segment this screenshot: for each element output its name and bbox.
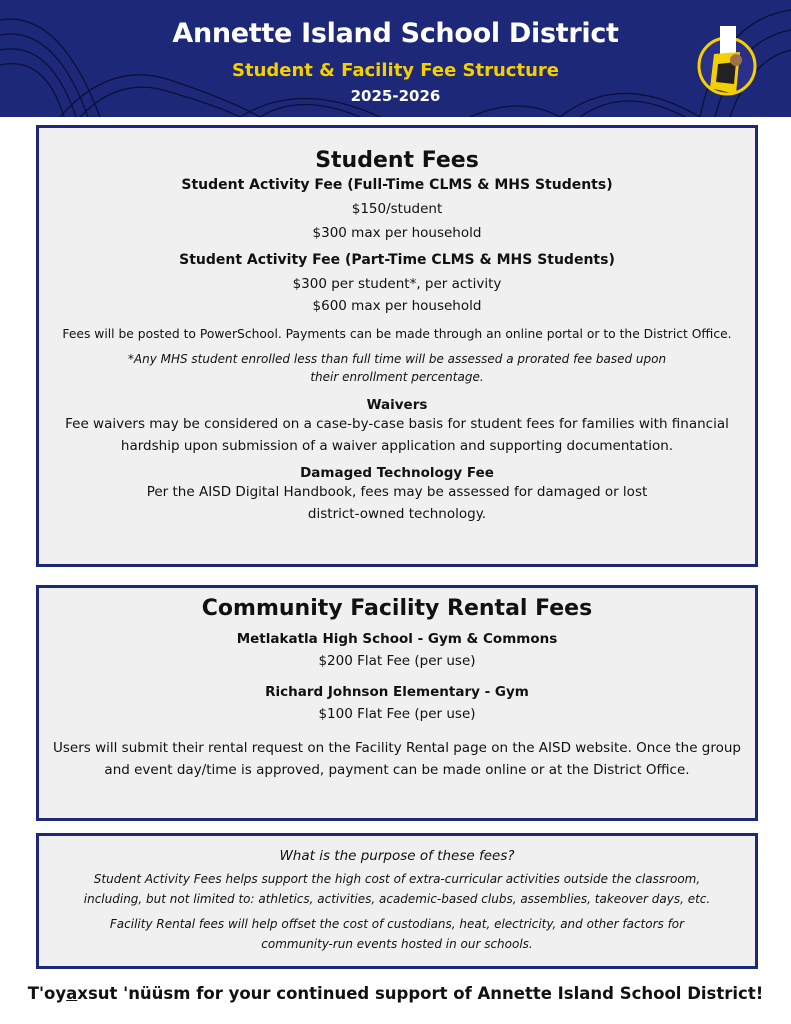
student-fees-section	[36, 125, 758, 567]
waivers-line-2: hardship upon submission of a waiver application and supporting documentation.	[120, 438, 674, 454]
mhs-fee: $200 Flat Fee (per use)	[318, 653, 476, 669]
footer-text-1: T'oy	[27, 984, 67, 1003]
parttime-max: $600 max per household	[312, 298, 482, 314]
purpose-question: What is the purpose of these fees?	[279, 848, 515, 864]
purpose-p1b: including, but not limited to: athletics, activities, academic-based clubs, assemblies, takeover days, etc.	[83, 892, 711, 906]
damaged-line-1: Per the AISD Digital Handbook, fees may be assessed for damaged or lost	[146, 484, 648, 500]
header-banner	[0, 0, 791, 117]
fulltime-heading: Student Activity Fee (Full-Time CLMS & MHS Students)	[181, 177, 613, 193]
rje-heading: Richard Johnson Elementary - Gym	[265, 684, 529, 700]
footer-text-underlined: a	[66, 984, 78, 1003]
damaged-line-2: district-owned technology.	[307, 506, 487, 522]
section-title: Student Fees	[315, 148, 479, 173]
purpose-p1a: Student Activity Fees helps support the high cost of extra-curricular activities outside the classroom,	[93, 872, 701, 886]
purpose-p2b: community-run events hosted in our schools.	[261, 937, 533, 951]
fulltime-max: $300 max per household	[312, 225, 482, 241]
document-subtitle: Student & Facility Fee Structure	[232, 60, 559, 81]
footer-text-2: xsut 'nüüsm for your continued support of Annette Island School District!	[77, 984, 764, 1003]
section-title: Community Facility Rental Fees	[201, 596, 593, 621]
asterisk-note-2: their enrollment percentage.	[310, 370, 484, 384]
damaged-heading: Damaged Technology Fee	[300, 465, 494, 481]
parttime-fee: $300 per student*, per activity	[292, 276, 502, 292]
purpose-section	[36, 833, 758, 969]
purpose-p2a: Facility Rental fees will help offset the cost of custodians, heat, electricity, and other factors for	[109, 917, 685, 931]
district-title: Annette Island School District	[172, 18, 619, 49]
waivers-heading: Waivers	[366, 397, 428, 413]
thank-you-footer	[0, 984, 791, 1003]
rental-note-2: and event day/time is approved, payment can be made online or at the District Office.	[104, 762, 690, 778]
asterisk-note-1: *Any MHS student enrolled less than full time will be assessed a prorated fee based upon	[127, 352, 667, 366]
mhs-heading: Metlakatla High School - Gym & Commons	[236, 631, 558, 647]
rental-note-1: Users will submit their rental request on the Facility Rental page on the AISD website. Once the group	[52, 740, 742, 756]
school-year: 2025-2026	[350, 87, 441, 105]
rje-fee: $100 Flat Fee (per use)	[318, 706, 476, 722]
waivers-line-1: Fee waivers may be considered on a case-by-case basis for student fees for families with financial	[65, 416, 729, 432]
district-logo-icon	[696, 24, 758, 96]
posting-note: Fees will be posted to PowerSchool. Payments can be made through an online portal or to the District Office.	[62, 327, 732, 341]
facility-fees-section	[36, 585, 758, 821]
parttime-heading: Student Activity Fee (Part-Time CLMS & MHS Students)	[179, 252, 615, 268]
fulltime-fee: $150/student	[351, 201, 443, 217]
